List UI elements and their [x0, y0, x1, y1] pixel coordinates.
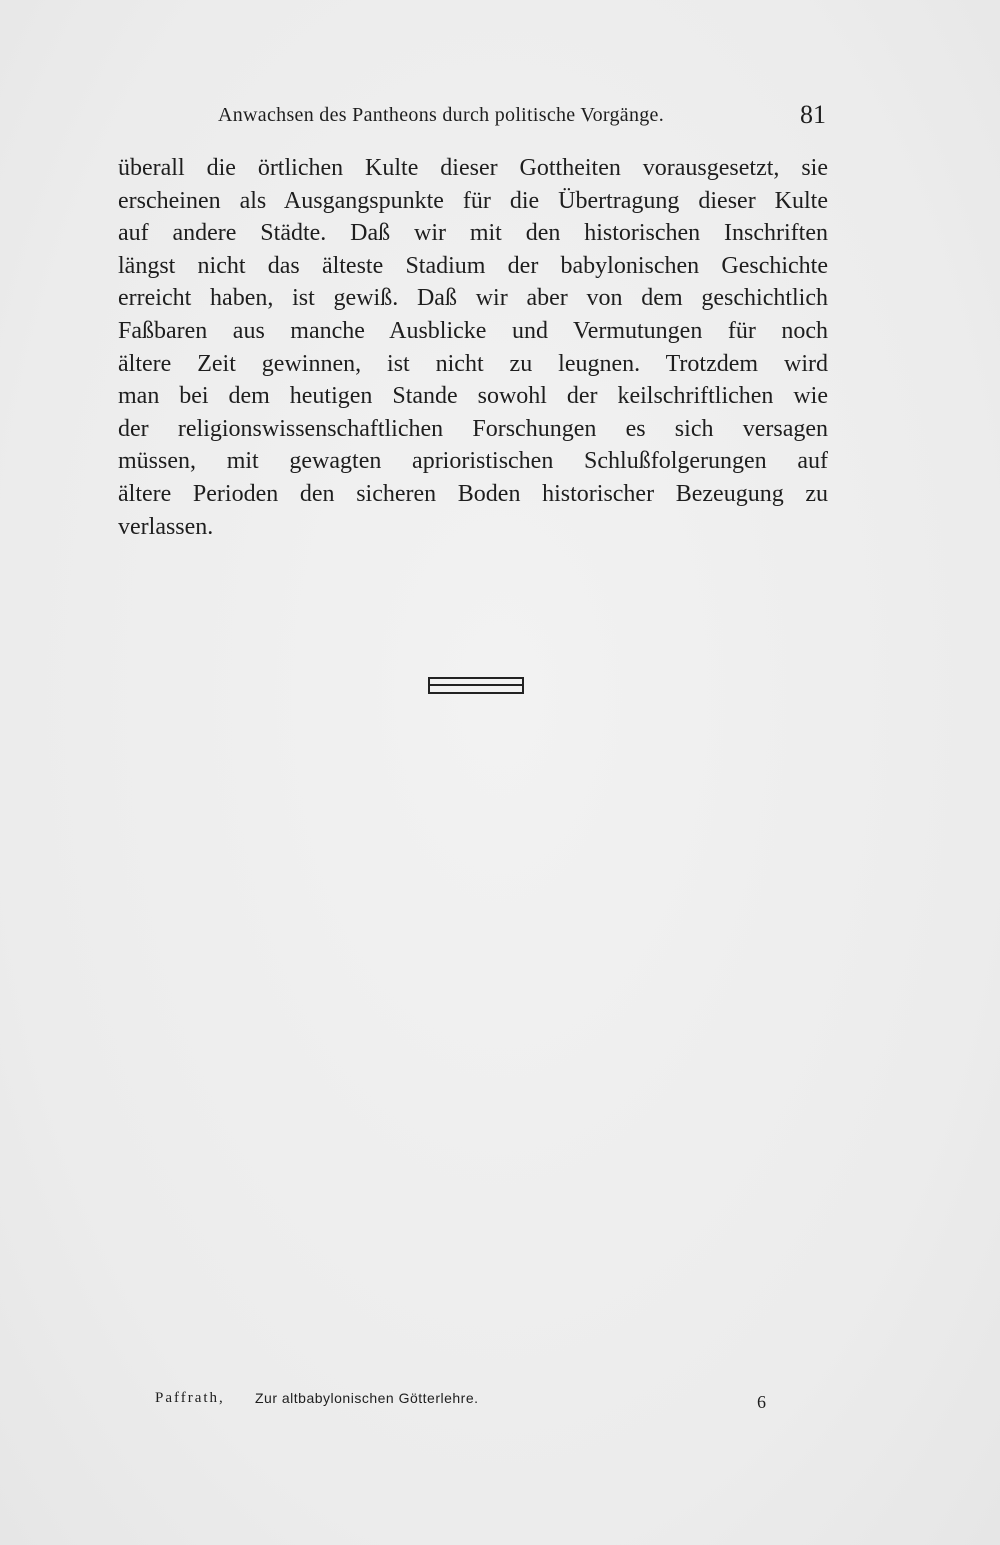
footer-author: Paffrath,: [155, 1390, 225, 1406]
running-title: Anwachsen des Pantheons durch politische Vorgänge.: [218, 104, 665, 126]
footer-book-title: Zur altbabylonischen Götterlehre.: [255, 1390, 479, 1406]
running-head: [118, 100, 828, 134]
text-line: der religionswissenschaftlichen Forschungen es sich versagen: [118, 415, 828, 442]
printer-signature-mark: 6: [757, 1392, 766, 1412]
text-line: auf andere Städte. Daß wir mit den historischen Inschriften: [118, 220, 828, 247]
text-line: erreicht haben, ist gewiß. Daß wir aber von dem geschichtlich: [118, 285, 828, 312]
text-line: Faßbaren aus manche Ausblicke und Vermutungen für noch: [118, 317, 828, 344]
text-line: längst nicht das älteste Stadium der babylonischen Geschichte: [118, 252, 828, 279]
text-line: man bei dem heutigen Stande sowohl der keilschriftlichen wie: [118, 383, 828, 410]
body-paragraph: [118, 152, 828, 543]
footer-signature-line: [155, 1390, 775, 1420]
text-line: müssen, mit gewagten aprioristischen Schlußfolgerungen auf: [118, 448, 828, 475]
text-line: überall die örtlichen Kulte dieser Gottheiten vorausgesetzt, sie: [118, 155, 828, 181]
text-line-last: verlassen.: [118, 513, 214, 540]
text-line: ältere Zeit gewinnen, ist nicht zu leugnen. Trotzdem wird: [118, 350, 828, 377]
page-number: 81: [800, 100, 826, 129]
text-line: erscheinen als Ausgangspunkte für die Übertragung dieser Kulte: [118, 187, 828, 214]
text-line: ältere Perioden den sicheren Boden historischer Bezeugung zu: [118, 480, 828, 507]
double-rule-ornament-icon: [428, 677, 524, 694]
